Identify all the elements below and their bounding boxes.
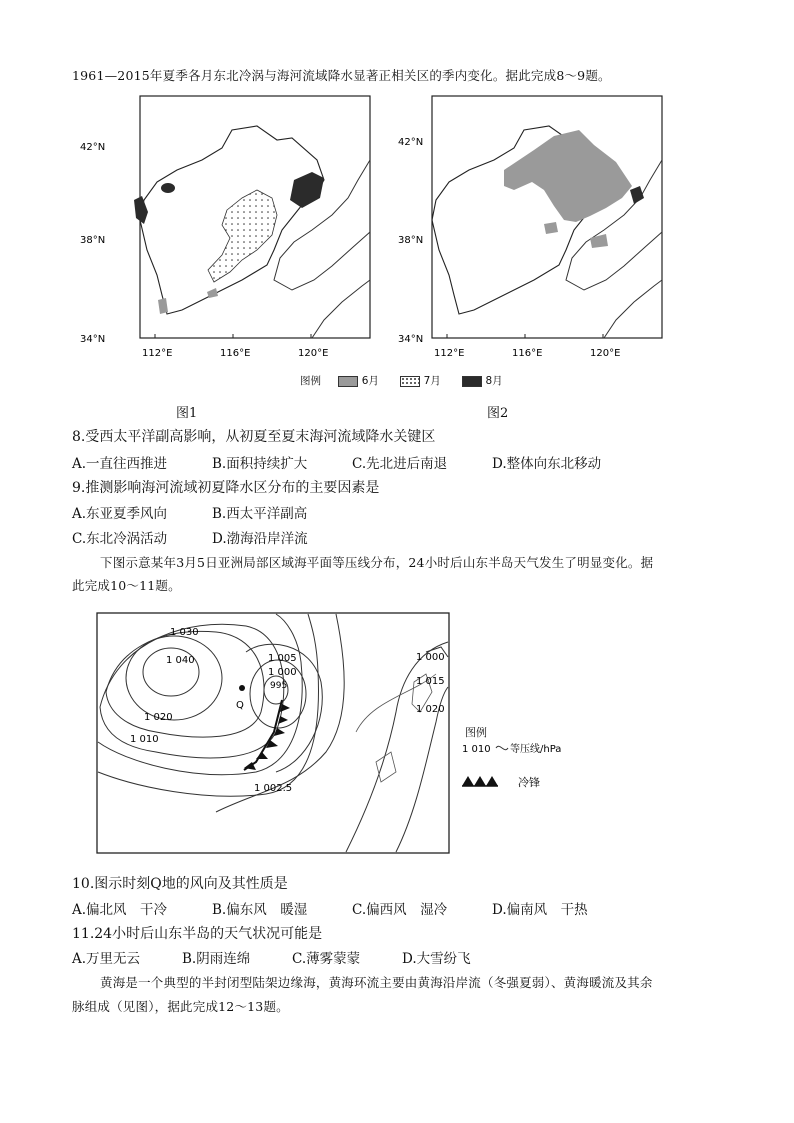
pressure-legend-title: 图例 [465, 726, 487, 739]
lon-label-120: 120°E [590, 348, 621, 359]
q9-option-b[interactable]: B.西太平洋副高 [212, 506, 308, 522]
question-10-stem: 10.图示时刻Q地的风向及其性质是 [72, 876, 288, 892]
lon-label-112: 112°E [142, 348, 173, 359]
isobar-label-1015: 1 015 [416, 676, 445, 687]
isobar-label-1020-east: 1 020 [416, 704, 445, 715]
lat-label-42: 42°N [398, 137, 424, 148]
q9-option-a[interactable]: A.东亚夏季风向 [72, 506, 168, 522]
legend-swatch-june [338, 376, 358, 387]
june-region-small [544, 222, 558, 234]
q11-option-c[interactable]: C.薄雾蒙蒙 [292, 951, 361, 967]
lat-label-42: 42°N [80, 142, 106, 153]
lat-label-38: 38°N [398, 235, 424, 246]
august-region-north [161, 183, 175, 193]
isobar-label-1005: 1 005 [268, 653, 297, 664]
q8-option-c[interactable]: C.先北进后南退 [352, 456, 448, 472]
point-q-marker [239, 685, 245, 691]
q11-option-a[interactable]: A.万里无云 [72, 951, 141, 967]
lat-label-34: 34°N [80, 334, 106, 345]
legend-label-august: 8月 [485, 375, 503, 387]
legend-isobar-text: 等压线/hPa [510, 744, 562, 755]
q10-option-c[interactable]: C.偏西风 湿冷 [352, 902, 448, 918]
point-q-label: Q [236, 700, 244, 711]
isobar-label-1010: 1 010 [130, 734, 159, 745]
lon-label-116: 116°E [220, 348, 251, 359]
legend-swatch-july [400, 376, 420, 387]
lon-label-112: 112°E [434, 348, 465, 359]
figure-2-map [394, 90, 704, 360]
lon-label-120: 120°E [298, 348, 329, 359]
isobar-label-1000: 1 000 [268, 667, 297, 678]
intro-q10-11-line1: 下图示意某年3月5日亚洲局部区域海平面等压线分布，24小时后山东半岛天气发生了明显变化。据 [100, 555, 654, 570]
lat-label-38: 38°N [80, 235, 106, 246]
intro-q8-9: 1961—2015年夏季各月东北冷涡与海河流域降水显著正相关区的季内变化。据此完成8～9题。 [72, 68, 611, 83]
q8-option-a[interactable]: A.一直往西推进 [72, 456, 168, 472]
figure-2-caption: 图2 [487, 406, 509, 421]
intro-q10-11-line2: 此完成10～11题。 [72, 578, 181, 593]
q8-option-d[interactable]: D.整体向东北移动 [492, 456, 602, 472]
legend-isobar-sample [460, 738, 580, 760]
lon-label-116: 116°E [512, 348, 543, 359]
q11-option-d[interactable]: D.大雪纷飞 [402, 951, 471, 967]
q9-option-d[interactable]: D.渤海沿岸洋流 [212, 531, 308, 547]
q9-option-c[interactable]: C.东北冷涡活动 [72, 531, 168, 547]
isobar-label-1040: 1 040 [166, 655, 195, 666]
question-9-stem: 9.推测影响海河流域初夏降水区分布的主要因素是 [72, 480, 380, 496]
legend-label-july: 7月 [423, 375, 441, 387]
q11-option-b[interactable]: B.阴雨连绵 [182, 951, 251, 967]
map-frame [432, 96, 662, 338]
q8-option-b[interactable]: B.面积持续扩大 [212, 456, 308, 472]
q10-option-b[interactable]: B.偏东风 暖湿 [212, 902, 308, 918]
isobar-label-1030: 1 030 [170, 627, 199, 638]
legend-title: 图例 [300, 375, 321, 387]
top-legend [300, 373, 503, 388]
question-11-stem: 11.24小时后山东半岛的天气状况可能是 [72, 926, 323, 942]
legend-front-sample [460, 772, 550, 790]
legend-isobar-value: 1 010 [462, 744, 491, 755]
legend-front-text: 冷锋 [518, 776, 540, 789]
isobar-label-1002-5: 1 002.5 [254, 783, 293, 794]
legend-swatch-august [462, 376, 482, 387]
figure-1-caption: 图1 [176, 406, 198, 421]
q10-option-d[interactable]: D.偏南风 干热 [492, 902, 588, 918]
legend-label-june: 6月 [361, 375, 379, 387]
question-8-stem: 8.受西太平洋副高影响，从初夏至夏末海河流域降水关键区 [72, 429, 436, 445]
isobar-label-1000-east: 1 000 [416, 652, 445, 663]
isobar-label-995: 995 [270, 681, 288, 691]
figure-1-map [62, 90, 372, 360]
isobar-label-1020: 1 020 [144, 712, 173, 723]
intro-q12-13-line2: 脉组成（见图），据此完成12～13题。 [72, 999, 289, 1014]
pressure-map [96, 612, 456, 858]
q10-option-a[interactable]: A.偏北风 干冷 [72, 902, 168, 918]
intro-q12-13-line1: 黄海是一个典型的半封闭型陆架边缘海，黄海环流主要由黄海沿岸流（冬强夏弱）、黄海暖流及其余 [100, 975, 653, 990]
lat-label-34: 34°N [398, 334, 424, 345]
